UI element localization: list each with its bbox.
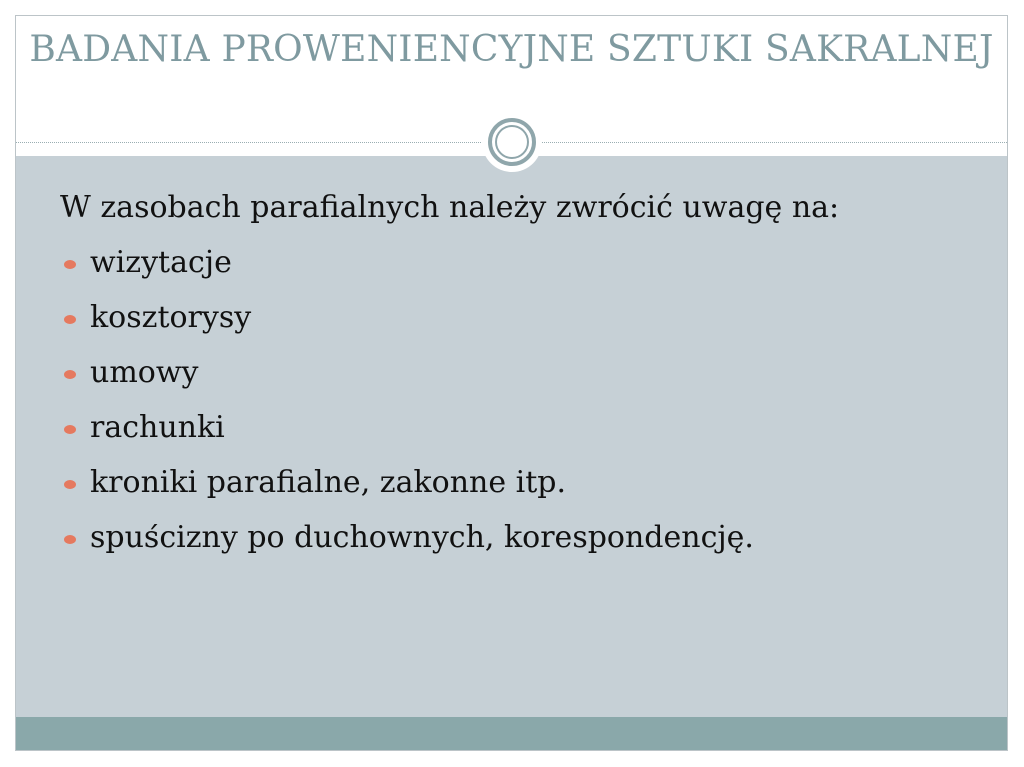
bullet-icon [64,425,76,434]
bullet-list [60,243,980,558]
list-item [60,353,980,393]
slide-content [60,188,980,573]
bullet-icon [64,260,76,269]
list-item-text: umowy [90,355,199,390]
bullet-icon [64,315,76,324]
list-item [60,243,980,283]
list-item-text: spuścizny po duchownych, korespondencję. [90,520,754,555]
list-item [60,518,980,558]
list-item-text: wizytacje [90,245,232,280]
list-item-text: kosztorysy [90,300,252,335]
bullet-icon [64,535,76,544]
list-item-text: rachunki [90,410,225,445]
intro-text: W zasobach parafialnych należy zwrócić uwagę na: [60,190,840,225]
list-item [60,298,980,338]
circle-ornament-inner [495,125,529,159]
bullet-icon [64,370,76,379]
bullet-icon [64,480,76,489]
list-item [60,408,980,448]
list-item [60,463,980,503]
slide [15,15,1008,751]
list-item-text: kroniki parafialne, zakonne itp. [90,465,567,500]
footer-bar [16,717,1007,751]
slide-title: BADANIA PROWENIENCYJNE SZTUKI SAKRALNEJ [29,29,994,70]
